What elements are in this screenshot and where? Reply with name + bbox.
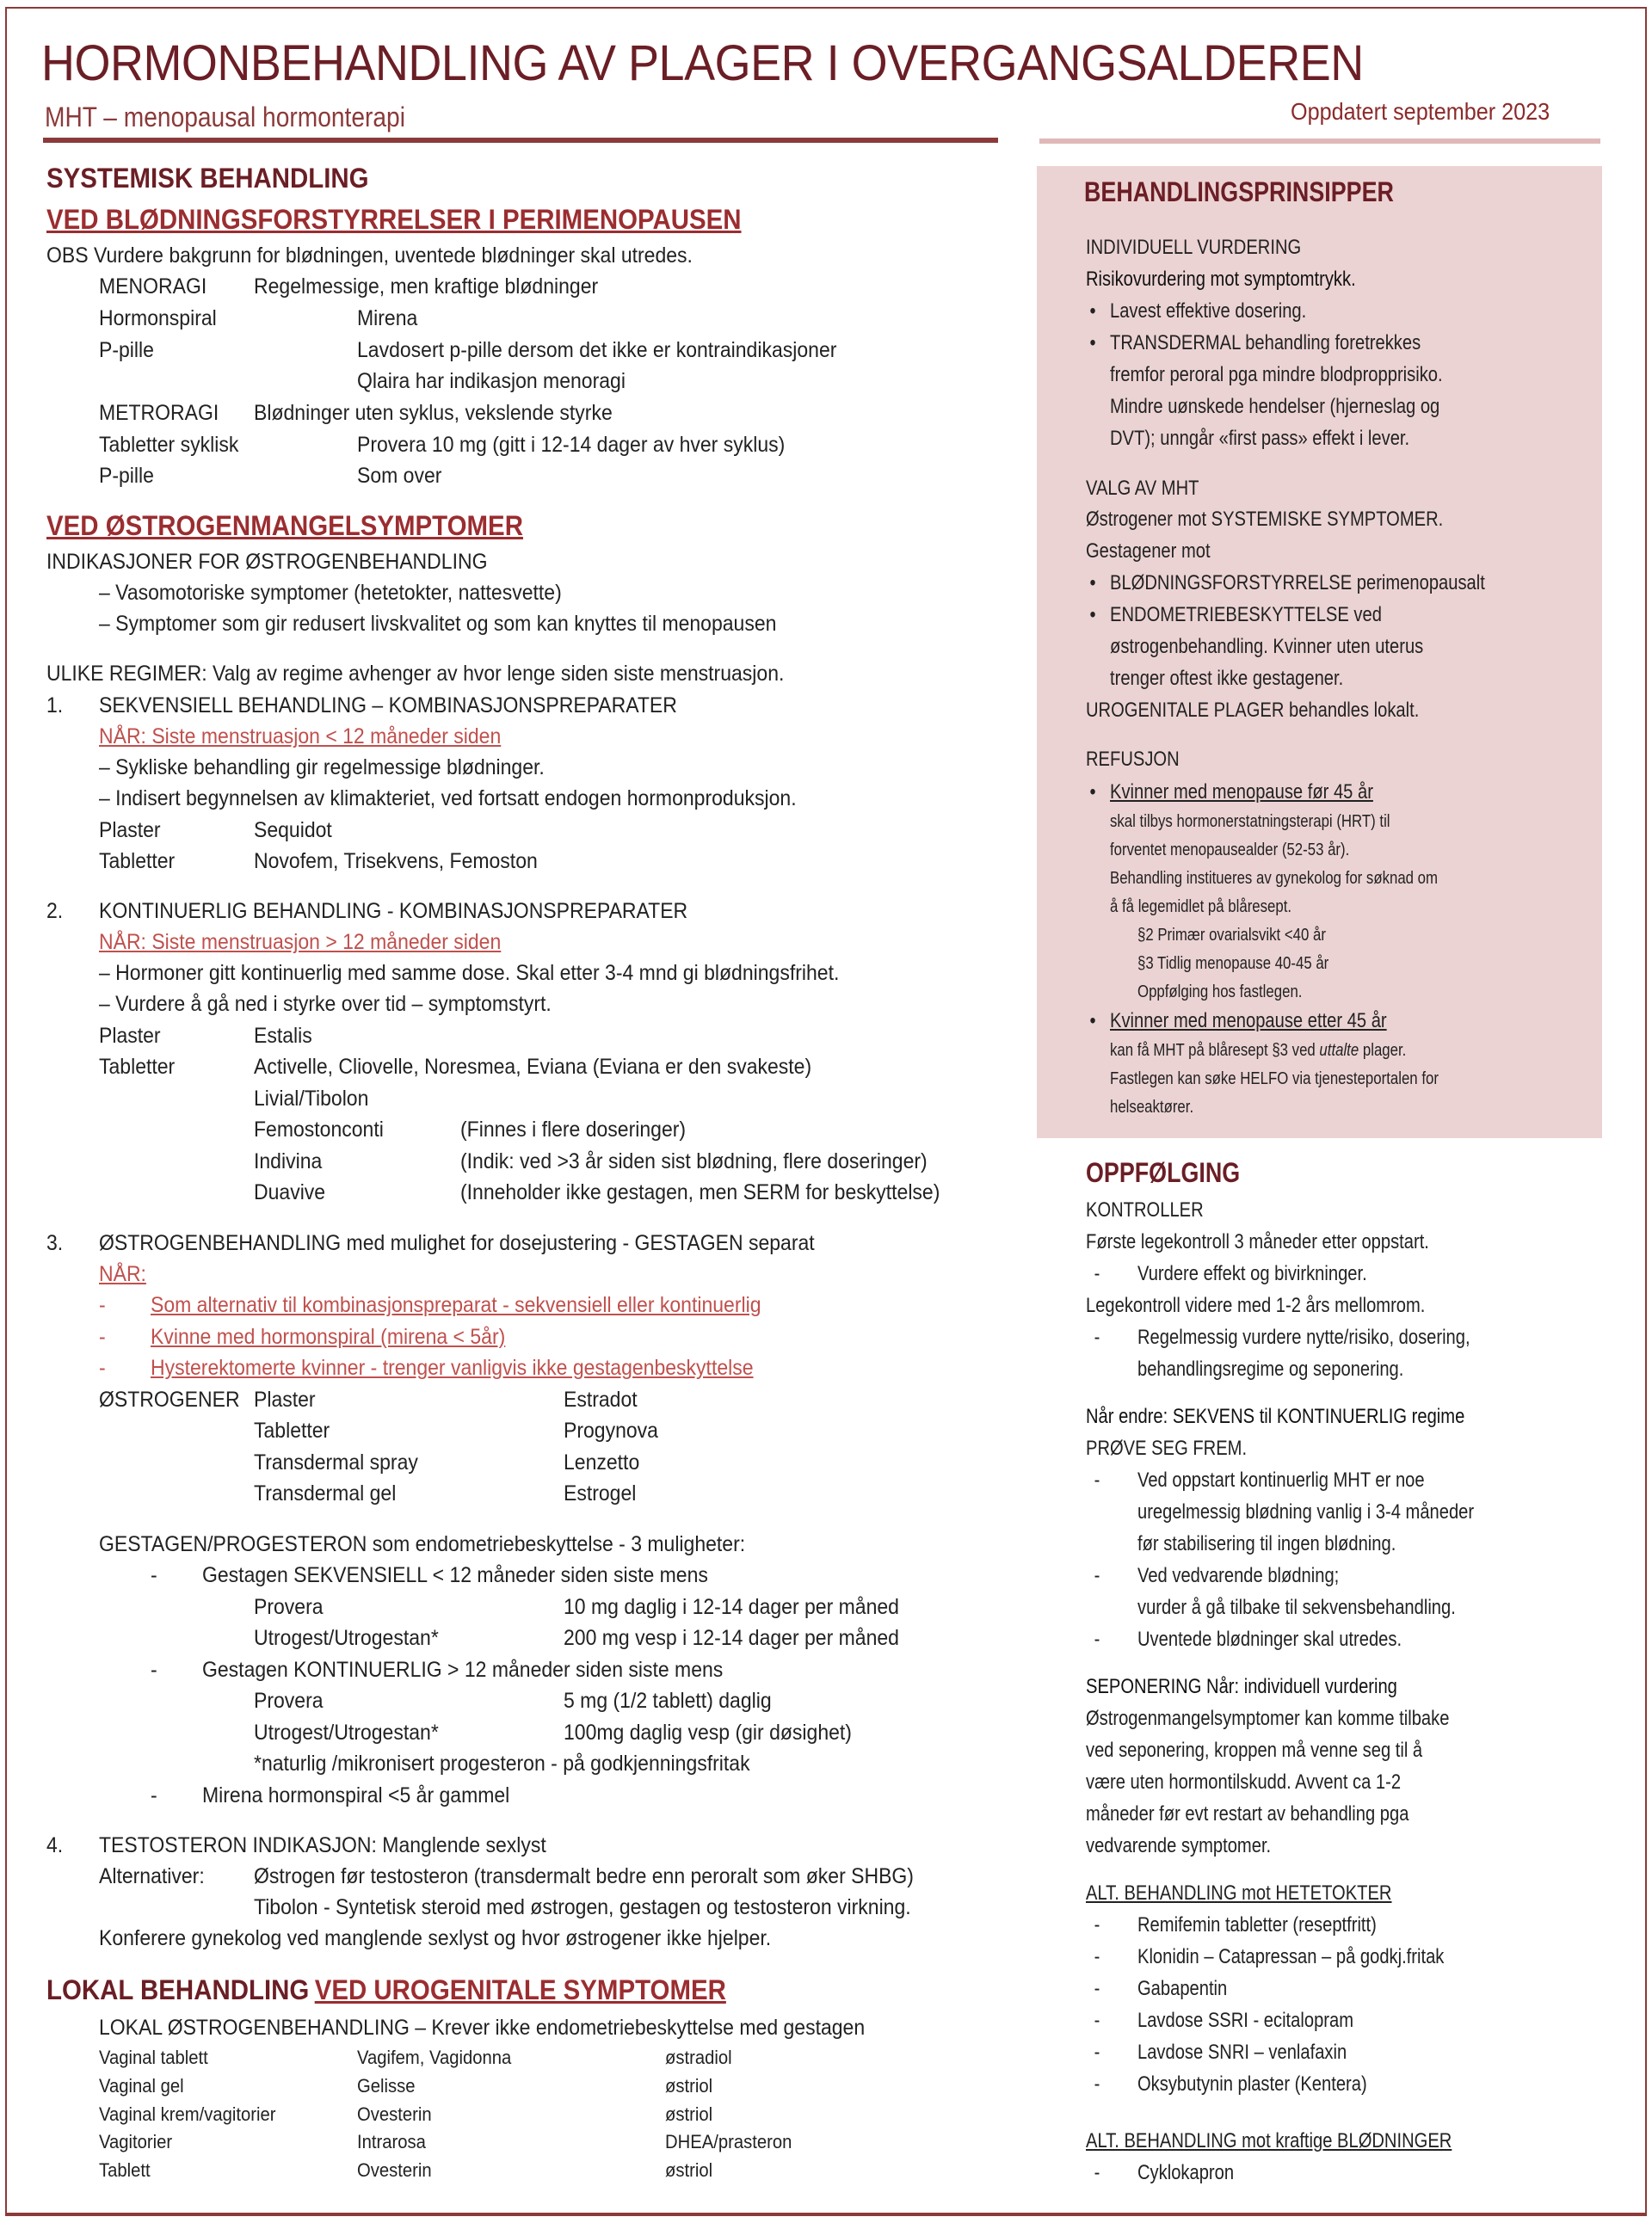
refund-emphasis: uttalte [1319,1041,1359,1060]
choice-bullet: • ENDOMETRIEBESKYTTELSE ved [1110,602,1382,628]
regime2-row-type: Tabletter [99,1055,176,1079]
gestagen-product: Provera [254,1689,324,1713]
gestagen-dose: 10 mg daglig i 12-14 dager per måned [564,1595,899,1619]
estrogen-form: Plaster [254,1388,316,1412]
regime3-title-bold: ØSTROGENBEHANDLING [99,1231,342,1255]
gestagen-dose: 100mg daglig vesp (gir døsighet) [564,1721,852,1745]
regime3-when-item: Hysterektomerte kvinner - trenger vanligvis ikke gestagenbeskyttelse [151,1356,754,1380]
choice-bullet-cont: trenger oftest ikke gestagener. [1110,667,1344,690]
regimes-text: Valg av regime avhenger av hvor lenge siden siste menstruasjon. [212,662,785,686]
indications-heading: INDIKASJONER FOR ØSTROGENBEHANDLING [46,550,488,574]
regime2-row-value: Indivina [254,1149,323,1173]
section-heading-local: LOKAL BEHANDLING [46,1974,310,2005]
metroragi-row-type: Tabletter syklisk [99,433,239,457]
alt-hot-item: - Remifemin tabletter (reseptfritt) [1137,1912,1377,1938]
regime-number: 1. [46,693,64,717]
alt-hot-item: - Gabapentin [1137,1976,1227,2002]
gestagen-heading: GESTAGEN/PROGESTERON som endometriebeskyttelse - 3 muligheter: [99,1532,746,1556]
regime1-title: SEKVENSIELL BEHANDLING – KOMBINASJONSPREPARATER [99,693,677,717]
choice-heading: VALG AV MHT [1086,477,1199,500]
gestagen-dose: 5 mg (1/2 tablett) daglig [564,1689,772,1713]
refund-line: å få legemidlet på blåresept. [1110,897,1292,916]
regime1-row-value: Sequidot [254,818,332,842]
regime-number: 2. [46,899,64,923]
estrogen-product: Lenzetto [564,1450,640,1475]
choice-line: Gestagener mot [1086,539,1211,563]
regime2-row-note: (Finnes i flere doseringer) [460,1118,687,1142]
section-heading-urogenital: VED UROGENITALE SYMPTOMER [314,1974,726,2005]
regime1-row-value: Novofem, Trisekvens, Femoston [254,849,538,873]
dash-marker: - [99,1325,106,1349]
regime2-note: – Hormoner gitt kontinuerlig med samme dose. Skal etter 3-4 mnd gi blødningsfrihet. [99,961,840,985]
local-form: Vagitorier [99,2131,173,2152]
regime2-note: – Vurdere å gå ned i styrke over tid – symptomstyrt. [99,992,552,1016]
controls-item-cont: behandlingsregime og seponering. [1137,1358,1404,1381]
regime1-row-type: Tabletter [99,849,176,873]
estrogen-product: Estradot [564,1388,638,1412]
page-title: HORMONBEHANDLING AV PLAGER I OVERGANGSALDEREN [41,35,1364,91]
estrogen-form: Tabletter [254,1419,330,1443]
local-product: Intrarosa [357,2131,426,2152]
refund-line: Behandling institueres av gynekolog for søknad om [1110,869,1439,888]
change-heading: Når endre: SEKVENS til KONTINUERLIG regime [1086,1405,1465,1428]
alt-bleeding-item: - Cyklokapron [1137,2160,1234,2186]
individual-bullet-cont: DVT); unngår «first pass» effekt i lever. [1110,427,1410,450]
change-item: - Ved vedvarende blødning; [1137,1563,1339,1589]
refund-line: forventet menopausealder (52-53 år). [1110,841,1350,859]
choice-line: Østrogener mot SYSTEMISKE SYMPTOMER. [1086,508,1444,531]
local-product: Vagifem, Vagidonna [357,2047,512,2068]
local-sub-bold: LOKAL ØSTROGENBEHANDLING [99,2016,410,2040]
gestagen-dose: 200 mg vesp i 12-14 dager per måned [564,1626,899,1650]
dash-marker: - [99,1293,106,1317]
stop-line: måneder før evt restart av behandling pga [1086,1802,1409,1826]
regime1-note: – Indisert begynnelsen av klimakteriet, ved fortsatt endogen hormonproduksjon. [99,786,797,810]
menoragi-row-type: Hormonspiral [99,306,217,330]
local-substance: DHEA/prasteron [665,2131,792,2152]
change-item-cont: før stabilisering til ingen blødning. [1137,1532,1396,1555]
refund-paragraph: Oppfølging hos fastlegen. [1137,982,1303,1001]
regime2-row-value: Estalis [254,1024,312,1048]
dash-marker: - [151,1658,157,1682]
controls-line: Første legekontroll 3 måneder etter oppstart. [1086,1230,1429,1253]
controls-heading: KONTROLLER [1086,1198,1204,1222]
bleeding-note: OBS Vurdere bakgrunn for blødningen, uventede blødninger skal utredes. [46,243,693,268]
regime3-title-rest: med mulighet for dosejustering - GESTAGEN separat [341,1231,815,1255]
change-sub: PRØVE SEG FREM. [1086,1437,1248,1460]
change-item: - Uventede blødninger skal utredes. [1137,1627,1402,1653]
local-substance: østradiol [665,2047,732,2068]
regime2-row-value: Activelle, Cliovelle, Noresmea, Eviana (Eviana er den svakeste) [254,1055,812,1079]
header-rule-right [1039,139,1600,144]
gestagen-sequential: Gestagen SEKVENSIELL < 12 måneder siden siste mens [202,1563,708,1587]
menoragi-row-type: P-pille [99,338,154,362]
metroragi-row-value: Som over [357,464,442,488]
alt-hot-item: - Oksybutynin plaster (Kentera) [1137,2072,1367,2097]
dash-marker: - [151,1563,157,1587]
gestagen-product: Provera [254,1595,324,1619]
consult-note: Konferere gynekolog ved manglende sexlyst og hvor østrogener ikke hjelper. [99,1926,772,1950]
alt-hot-item: - Lavdose SNRI – venlafaxin [1137,2040,1347,2066]
gestagen-product: Utrogest/Utrogestan* [254,1626,439,1650]
metroragi-row-type: P-pille [99,464,154,488]
regime2-row-value: Femostonconti [254,1118,384,1142]
gestagen-footnote: *naturlig /mikronisert progesteron - på godkjenningsfritak [254,1752,750,1776]
regime1-note: – Sykliske behandling gir regelmessige blødninger. [99,755,545,779]
metroragi-desc: Blødninger uten syklus, vekslende styrke [254,401,613,425]
local-form: Vaginal tablett [99,2047,208,2068]
alt-hot-flash-heading: ALT. BEHANDLING mot HETETOKTER [1086,1881,1392,1905]
local-substance: østriol [665,2159,713,2181]
individual-bullet: • Lavest effektive dosering. [1110,299,1306,324]
refund-paragraph: §3 Tidlig menopause 40-45 år [1137,954,1329,973]
estrogen-product: Progynova [564,1419,658,1443]
refund-line: helseaktører. [1110,1098,1194,1117]
regime2-row-type: Plaster [99,1024,161,1048]
followup-heading: OPPFØLGING [1086,1157,1241,1188]
page-subtitle: MHT – menopausal hormonterapi [45,102,405,132]
regime1-row-type: Plaster [99,818,161,842]
local-product: Gelisse [357,2075,416,2097]
regime2-row-value: Livial/Tibolon [254,1087,369,1111]
regime4-title-bold: TESTOSTERON [99,1833,248,1857]
header-rule-left [43,138,998,143]
refund-line: skal tilbys hormonerstatningsterapi (HRT) til [1110,812,1390,831]
metroragi-label: METRORAGI [99,401,219,425]
menoragi-desc: Regelmessige, men kraftige blødninger [254,274,599,299]
refund-line: Fastlegen kan søke HELFO via tjenesteportalen for [1110,1069,1439,1088]
updated-date: Oppdatert september 2023 [1291,98,1550,125]
stop-line: vedvarende symptomer. [1086,1834,1272,1857]
alt-hot-item: - Lavdose SSRI - ecitalopram [1137,2008,1353,2034]
indication-item: – Vasomotoriske symptomer (hetetokter, nattesvette) [99,581,562,605]
regime-number: 3. [46,1231,64,1255]
local-form: Vaginal gel [99,2075,184,2097]
stop-heading: SEPONERING Når: individuell vurdering [1086,1675,1397,1698]
menoragi-row-value: Qlaira har indikasjon menoragi [357,369,626,393]
choice-bullet: • BLØDNINGSFORSTYRRELSE perimenopausalt [1110,570,1485,596]
regime2-row-value: Duavive [254,1180,326,1204]
regime3-when-item: Som alternativ til kombinasjonspreparat - sekvensiell eller kontinuerlig [151,1293,761,1317]
section-heading-estrogen-deficiency: VED ØSTROGENMANGELSYMPTOMER [46,510,523,541]
individual-bullet-cont: fremfor peroral pga mindre blodpropprisiko. [1110,363,1443,386]
refund-before-45-title: • Kvinner med menopause før 45 år [1110,779,1373,805]
individual-bullet: • TRANSDERMAL behandling foretrekkes [1110,330,1421,356]
individual-bullet-cont: Mindre uønskede hendelser (hjerneslag og [1110,395,1440,418]
section-heading-systemic: SYSTEMISK BEHANDLING [46,163,369,194]
regime3-when-item: Kvinne med hormonspiral (mirena < 5år) [151,1325,506,1349]
alternative-item: Østrogen før testosteron (transdermalt bedre enn peroralt som øker SHBG) [254,1864,914,1888]
regimes-label: ULIKE REGIMER: [46,662,207,686]
regime-number: 4. [46,1833,64,1857]
estrogen-form: Transdermal gel [254,1481,397,1506]
change-item-cont: uregelmessig blødning vanlig i 3-4 måneder [1137,1500,1475,1524]
menoragi-label: MENORAGI [99,274,207,299]
indication-item: – Symptomer som gir redusert livskvalitet og som kan knyttes til menopausen [99,612,777,636]
refund-heading: REFUSJON [1086,748,1180,771]
refund-line: plager. [1359,1041,1407,1060]
regime2-title: KONTINUERLIG BEHANDLING - KOMBINASJONSPREPARATER [99,899,688,923]
refund-line: kan få MHT på blåresept §3 ved [1110,1041,1320,1060]
gestagen-product: Utrogest/Utrogestan* [254,1721,439,1745]
regime2-row-note: (Indik: ved >3 år siden sist blødning, flere doseringer) [460,1149,928,1173]
stop-line: være uten hormontilskudd. Avvent ca 1-2 [1086,1770,1402,1794]
local-product: Ovesterin [357,2159,432,2181]
choice-bullet-cont: østrogenbehandling. Kvinner uten uterus [1110,635,1424,658]
regime4-title-rest: INDIKASJON: Manglende sexlyst [247,1833,546,1857]
alternative-item: Tibolon - Syntetisk steroid med østrogen, gestagen og testosteron virkning. [254,1895,911,1919]
choice-footer: UROGENITALE PLAGER behandles lokalt. [1086,699,1420,722]
controls-line: Legekontroll videre med 1-2 års mellomrom. [1086,1294,1426,1317]
change-item: - Ved oppstart kontinuerlig MHT er noe [1137,1468,1425,1493]
estrogen-product: Estrogel [564,1481,637,1506]
regime2-when: NÅR: Siste menstruasjon > 12 måneder siden [99,930,502,954]
stop-line: Østrogenmangelsymptomer kan komme tilbake [1086,1707,1450,1730]
local-substance: østriol [665,2075,713,2097]
metroragi-row-value: Provera 10 mg (gitt i 12-14 dager av hver syklus) [357,433,786,457]
controls-item: - Regelmessig vurdere nytte/risiko, dosering, [1137,1325,1470,1351]
local-sub-rest: – Krever ikke endometriebeskyttelse med gestagen [409,2016,866,2040]
dash-marker: - [151,1783,157,1807]
menoragi-row-value: Lavdosert p-pille dersom det ikke er kontraindikasjoner [357,338,837,362]
menoragi-row-value: Mirena [357,306,418,330]
local-form: Vaginal krem/vagitorier [99,2103,276,2125]
stop-line: ved seponering, kroppen må venne seg til å [1086,1739,1423,1762]
regime2-row-note: (Inneholder ikke gestagen, men SERM for beskyttelse) [460,1180,940,1204]
regime1-when: NÅR: Siste menstruasjon < 12 måneder siden [99,724,502,748]
local-form: Tablett [99,2159,151,2181]
local-product: Ovesterin [357,2103,432,2125]
alt-hot-item: - Klonidin – Catapressan – på godkj.fritak [1137,1944,1444,1970]
estrogens-label: ØSTROGENER [99,1388,240,1412]
refund-after-45-title: • Kvinner med menopause etter 45 år [1110,1008,1387,1034]
estrogen-form: Transdermal spray [254,1450,418,1475]
regime3-when: NÅR: [99,1262,146,1286]
alternatives-label: Alternativer: [99,1864,205,1888]
refund-paragraph: §2 Primær ovarialsvikt <40 år [1137,926,1326,945]
local-substance: østriol [665,2103,713,2125]
controls-item: - Vurdere effekt og bivirkninger. [1137,1261,1367,1287]
change-item-cont: vurder å gå tilbake til sekvensbehandling. [1137,1596,1456,1619]
alt-bleeding-heading: ALT. BEHANDLING mot kraftige BLØDNINGER [1086,2129,1452,2152]
individual-sub: Risikovurdering mot symptomtrykk. [1086,268,1356,291]
mirena-bold: Mirena hormonspiral [202,1783,383,1807]
section-heading-bleeding: VED BLØDNINGSFORSTYRRELSER I PERIMENOPAUSEN [46,204,742,235]
dash-marker: - [99,1356,106,1380]
individual-heading: INDIVIDUELL VURDERING [1086,236,1302,259]
principles-heading: BEHANDLINGSPRINSIPPER [1084,176,1394,207]
gestagen-continuous: Gestagen KONTINUERLIG > 12 måneder siden siste mens [202,1658,724,1682]
mirena-rest: <5 år gammel [382,1783,510,1807]
